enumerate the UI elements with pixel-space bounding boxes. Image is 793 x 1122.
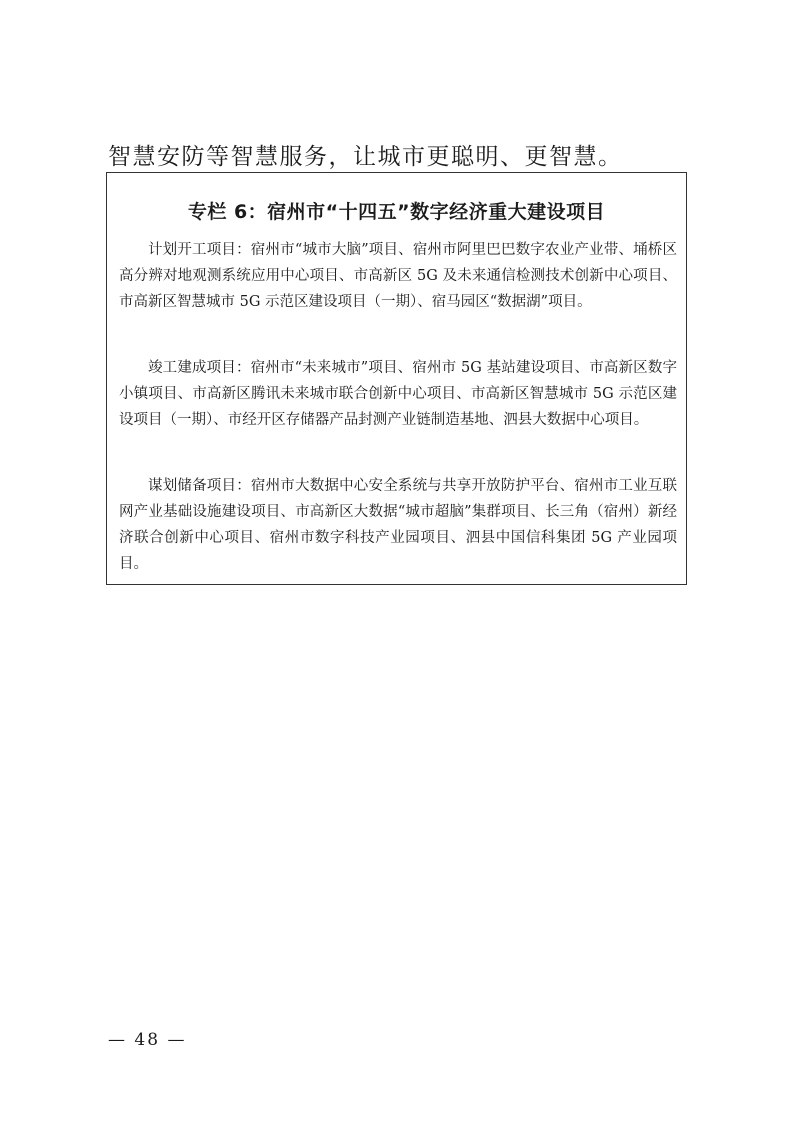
completed-projects-paragraph: 竣工建成项目：宿州市“未来城市”项目、宿州市 5G 基站建设项目、市高新区数字小镇项目、市高新区腾讯未来城市联合创新中心项目、市高新区智慧城市 5G 示范区建设项目（一期）、市经开区存储器产品封测产业链制造基地、泗县大数据中心项目。 [119, 360, 677, 428]
planned-start-projects-paragraph: 计划开工项目：宿州市“城市大脑”项目、宿州市阿里巴巴数字农业产业带、埇桥区高分辨对地观测系统应用中心项目、市高新区 5G 及未来通信检测技术创新中心项目、市高新区智慧城市 5G 示范区建设项目（一期）、宿马园区“数据湖”项目。 [119, 242, 677, 310]
page-number: — 48 — [108, 1030, 187, 1050]
feature-box [106, 172, 687, 585]
intro-continuation-line: 智慧安防等智慧服务，让城市更聪明、更智慧。 [108, 144, 623, 170]
feature-box-title: 专栏 6：宿州市“十四五”数字经济重大建设项目 [187, 201, 606, 223]
reserve-projects-paragraph: 谋划储备项目：宿州市大数据中心安全系统与共享开放防护平台、宿州市工业互联网产业基础设施建设项目、市高新区大数据“城市超脑”集群项目、长三角（宿州）新经济联合创新中心项目、宿州市数字科技产业园项目、泗县中国信科集团 5G 产业园项目。 [119, 478, 677, 572]
